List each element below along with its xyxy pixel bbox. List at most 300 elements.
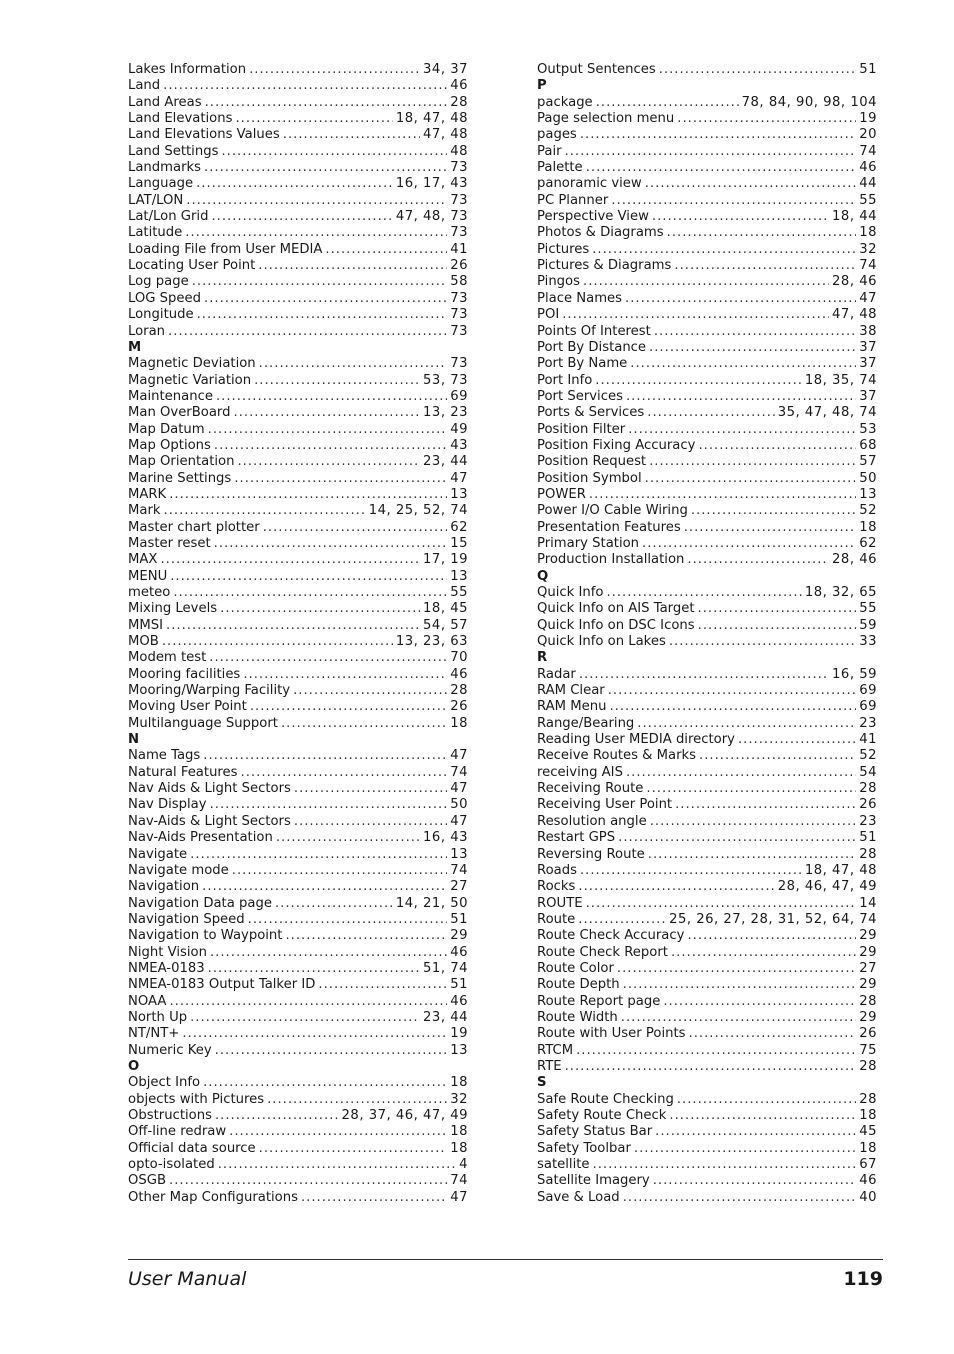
index-letter-heading: P [537, 78, 547, 94]
dot-leader [241, 765, 448, 781]
index-term: Safety Route Check [537, 1108, 667, 1123]
index-entry [128, 307, 468, 323]
index-page-refs: 73 [450, 290, 468, 306]
index-entry [128, 95, 468, 111]
dot-leader [565, 144, 857, 160]
index-entry [128, 78, 468, 94]
index-term: Map Datum [128, 421, 205, 437]
index-entry [537, 634, 877, 650]
index-entry [537, 438, 877, 454]
index-term: Latitude [128, 225, 183, 241]
index-entry [537, 781, 877, 797]
index-term: Mark [128, 503, 161, 519]
dot-leader [674, 258, 856, 274]
index-term: Natural Features [128, 764, 238, 780]
index-page-refs: 47, 48 [832, 307, 877, 323]
index-entry [537, 454, 877, 470]
index-page-refs: 28, 46 [832, 274, 877, 290]
index-page-refs: 73 [450, 323, 468, 339]
index-page-refs: 51 [859, 830, 877, 846]
index-entry [537, 994, 877, 1010]
dot-leader [687, 928, 856, 944]
index-page-refs: 35, 47, 48, 74 [777, 405, 877, 421]
index-page-refs: 52 [859, 503, 877, 519]
index-page-refs: 50 [859, 470, 877, 486]
index-term: Master reset [128, 535, 211, 551]
index-entry [128, 765, 468, 781]
dot-leader [168, 324, 447, 340]
index-term: Route Report page [537, 993, 661, 1009]
index-entry [128, 471, 468, 487]
index-page-refs: 13, 23 [423, 405, 468, 421]
index-term: Production Installation [537, 552, 685, 568]
index-page-refs: 73 [450, 225, 468, 241]
index-term: Receiving Route [537, 781, 644, 797]
index-entry [537, 1141, 877, 1157]
index-term: Pingos [537, 274, 580, 290]
index-term: Position Fixing Accuracy [537, 437, 696, 453]
index-entry [537, 127, 877, 143]
dot-leader [220, 601, 420, 617]
dot-leader [738, 732, 856, 748]
dot-leader [606, 585, 801, 601]
dot-leader [653, 1173, 856, 1189]
index-page-refs: 59 [859, 617, 877, 633]
index-term: OSGB [128, 1173, 167, 1189]
index-term: Pair [537, 143, 562, 159]
index-term: Route with User Points [537, 1026, 686, 1042]
dot-leader [234, 405, 421, 421]
index-entry [128, 781, 468, 797]
index-entry [128, 389, 468, 405]
index-term: Port By Distance [537, 339, 647, 355]
index-page-refs: 13 [450, 568, 468, 584]
index-page-refs: 18, 47, 48 [804, 862, 877, 878]
index-page-refs: 23 [859, 813, 877, 829]
dot-leader [293, 683, 447, 699]
index-page-refs: 34, 37 [423, 62, 468, 77]
dot-leader [160, 552, 420, 568]
dot-leader [208, 422, 448, 438]
index-term: Quick Info on Lakes [537, 634, 666, 650]
index-page-refs: 75 [859, 1042, 877, 1058]
index-entry [128, 520, 468, 536]
index-page-refs: 27 [859, 960, 877, 976]
index-term: Photos & Diagrams [537, 225, 664, 241]
index-entry [128, 797, 468, 813]
index-term: Official data source [128, 1140, 256, 1156]
index-term: Quick Info [537, 585, 604, 600]
dot-leader [294, 781, 447, 797]
index-entry [128, 62, 468, 78]
index-page-refs: 32 [450, 1091, 468, 1107]
dot-leader [197, 307, 448, 323]
index-page-refs: 28 [450, 683, 468, 699]
index-term: Magnetic Deviation [128, 356, 256, 372]
index-page-refs: 26 [859, 797, 877, 813]
index-page-refs: 27 [450, 879, 468, 895]
dot-leader [248, 912, 448, 928]
index-page-refs: 62 [859, 535, 877, 551]
index-page-refs: 18 [859, 225, 877, 241]
index-entry [128, 111, 468, 127]
index-term: Obstructions [128, 1108, 212, 1123]
index-term: Reading User MEDIA directory [537, 732, 735, 748]
index-entry [537, 405, 877, 421]
dot-leader [647, 405, 774, 421]
index-entry [537, 683, 877, 699]
index-term: Route Depth [537, 977, 620, 993]
dot-leader [218, 1157, 456, 1173]
dot-leader [164, 503, 366, 519]
index-page-refs: 28 [859, 846, 877, 862]
dot-leader [671, 945, 856, 961]
index-term: opto-isolated [128, 1157, 215, 1173]
dot-leader [186, 193, 447, 209]
dot-leader [659, 62, 856, 78]
dot-leader [618, 830, 856, 846]
index-term: RAM Menu [537, 699, 607, 715]
index-entry [128, 1010, 468, 1026]
dot-leader [173, 585, 447, 601]
index-page-refs: 47 [450, 470, 468, 486]
dot-leader [232, 863, 447, 879]
index-page-refs: 29 [859, 944, 877, 960]
index-term: Navigation [128, 879, 200, 895]
index-entry [537, 1026, 877, 1042]
dot-leader [211, 209, 392, 225]
index-entry [537, 716, 877, 732]
index-entry [128, 160, 468, 176]
index-entry [537, 324, 877, 340]
footer-title: User Manual [128, 1268, 247, 1290]
dot-leader [596, 95, 739, 111]
index-entry [537, 977, 877, 993]
dot-leader [562, 307, 829, 323]
index-term: Nav-Aids & Light Sectors [128, 813, 291, 829]
index-letter-heading: N [128, 732, 140, 748]
index-entry [537, 356, 877, 372]
index-entry [128, 438, 468, 454]
index-entry [128, 1190, 468, 1206]
index-entry [128, 1075, 468, 1091]
dot-leader [250, 699, 447, 715]
index-term: Landmarks [128, 160, 202, 176]
index-term: Quick Info on AIS Target [537, 601, 695, 617]
index-term: Safety Status Bar [537, 1124, 653, 1140]
index-entry [537, 111, 877, 127]
dot-leader [637, 716, 856, 732]
dot-leader [576, 1043, 856, 1059]
index-entry [128, 487, 468, 503]
index-page-refs: 23, 44 [423, 454, 468, 470]
index-term: RTCM [537, 1042, 574, 1058]
dot-leader [234, 471, 447, 487]
index-entry [537, 552, 877, 568]
index-entry [128, 193, 468, 209]
index-entry [537, 340, 877, 356]
index-page-refs: 38 [859, 323, 877, 339]
index-entry [128, 127, 468, 143]
dot-leader [263, 520, 448, 536]
index-entry [128, 536, 468, 552]
index-page-refs: 46 [450, 993, 468, 1009]
dot-leader [275, 896, 393, 912]
index-page-refs: 47 [450, 748, 468, 764]
dot-leader [583, 274, 829, 290]
dot-leader [649, 454, 856, 470]
dot-leader [325, 242, 447, 258]
index-entry [537, 258, 877, 274]
index-term: NT/NT+ [128, 1026, 180, 1042]
index-entry [537, 961, 877, 977]
index-page-refs: 29 [859, 977, 877, 993]
index-term: panoramic view [537, 176, 642, 192]
dot-leader [645, 471, 857, 487]
index-entry [128, 1141, 468, 1157]
dot-leader [190, 1010, 420, 1026]
index-column-right [537, 62, 877, 1206]
dot-leader [580, 863, 802, 879]
index-page-refs: 54, 57 [423, 617, 468, 633]
index-page-refs: 18, 32, 65 [804, 585, 877, 600]
index-term: Perspective View [537, 209, 649, 225]
index-page-refs: 15 [450, 535, 468, 551]
index-entry [537, 1108, 877, 1124]
dot-leader [650, 814, 857, 830]
index-entry [128, 896, 468, 912]
index-entry [537, 879, 877, 895]
index-term: Nav-Aids Presentation [128, 830, 273, 846]
index-entry [128, 1043, 468, 1059]
index-term: Route Width [537, 1009, 618, 1025]
index-term: Master chart plotter [128, 519, 260, 535]
index-entry [537, 797, 877, 813]
dot-leader [698, 438, 856, 454]
index-term: Route Color [537, 960, 614, 976]
dot-leader [689, 1026, 857, 1042]
index-entry [128, 176, 468, 192]
index-term: Object Info [128, 1075, 201, 1091]
index-entry [537, 765, 877, 781]
index-term: Page selection menu [537, 111, 675, 127]
index-term: POWER [537, 486, 586, 502]
index-term: Pictures & Diagrams [537, 258, 672, 274]
index-page-refs: 23 [859, 715, 877, 731]
index-term: Magnetic Variation [128, 372, 252, 388]
index-term: MOB [128, 634, 159, 650]
dot-leader [625, 291, 856, 307]
index-entry [537, 1173, 877, 1189]
index-term: package [537, 94, 593, 110]
index-entry [537, 225, 877, 241]
index-entry [537, 1124, 877, 1140]
index-term: Navigation to Waypoint [128, 928, 283, 944]
index-page-refs: 47 [450, 813, 468, 829]
dot-leader [621, 1010, 856, 1026]
dot-leader [249, 62, 420, 78]
index-entry [128, 814, 468, 830]
index-term: ROUTE [537, 895, 583, 911]
dot-leader [281, 716, 447, 732]
index-term: Output Sentences [537, 62, 656, 77]
index-page-refs: 46 [859, 1173, 877, 1189]
index-term: Night Vision [128, 944, 207, 960]
index-entry [128, 209, 468, 225]
index-term: objects with Pictures [128, 1091, 265, 1107]
index-page-refs: 45 [859, 1124, 877, 1140]
dot-leader [617, 961, 856, 977]
dot-leader [170, 569, 447, 585]
index-entry [537, 667, 877, 683]
dot-leader [654, 324, 856, 340]
index-entry [537, 928, 877, 944]
index-term: NOAA [128, 993, 167, 1009]
index-entry [128, 650, 468, 666]
index-entry [128, 569, 468, 585]
index-page-refs: 18, 35, 74 [804, 372, 877, 388]
index-page-refs: 23, 44 [423, 1009, 468, 1025]
index-page-refs: 13 [450, 846, 468, 862]
dot-leader [285, 928, 447, 944]
index-entry [128, 879, 468, 895]
dot-leader [210, 945, 447, 961]
index-letter-heading: R [537, 650, 548, 666]
index-entry [128, 274, 468, 290]
index-entry [128, 585, 468, 601]
index-entry [128, 994, 468, 1010]
dot-leader [276, 830, 420, 846]
dot-leader [586, 160, 857, 176]
index-term: Safe Route Checking [537, 1091, 674, 1107]
index-page-refs: 47, 48, 73 [395, 209, 468, 225]
index-entry [128, 405, 468, 421]
index-term: Mooring/Warping Facility [128, 683, 291, 699]
index-page-refs: 14 [859, 895, 877, 911]
index-entry [128, 1026, 468, 1042]
index-term: Roads [537, 862, 577, 878]
dot-leader [589, 487, 856, 503]
index-term: Multilanguage Support [128, 715, 278, 731]
dot-leader [687, 552, 829, 568]
index-entry [128, 1092, 468, 1108]
index-page-refs: 41 [450, 241, 468, 257]
index-entry [537, 520, 877, 536]
dot-leader [684, 520, 857, 536]
index-term: Safety Toolbar [537, 1140, 631, 1156]
index-page-refs: 51 [450, 977, 468, 993]
dot-leader [630, 356, 856, 372]
index-term: MENU [128, 568, 168, 584]
dot-leader [294, 814, 447, 830]
index-entry [537, 536, 877, 552]
index-letter-heading: Q [537, 568, 549, 584]
dot-leader [190, 847, 447, 863]
dot-leader [163, 78, 447, 94]
index-term: MAX [128, 552, 158, 568]
index-page-refs: 53, 73 [423, 372, 468, 388]
dot-leader [623, 1190, 857, 1206]
index-entry [537, 814, 877, 830]
index-page-refs: 28, 37, 46, 47, 49 [341, 1108, 468, 1123]
dot-leader [204, 160, 447, 176]
index-entry [537, 945, 877, 961]
index-term: Off-line redraw [128, 1124, 227, 1140]
index-page-refs: 16, 17, 43 [395, 176, 468, 192]
index-term: Satellite Imagery [537, 1173, 650, 1189]
index-page-refs: 46 [450, 666, 468, 682]
dot-leader [254, 373, 420, 389]
dot-leader [663, 994, 856, 1010]
index-term: Restart GPS [537, 830, 616, 846]
index-entry [537, 291, 877, 307]
dot-leader [221, 144, 447, 160]
dot-leader [166, 618, 420, 634]
index-page-refs: 14, 25, 52, 74 [368, 503, 468, 519]
index-term: Presentation Features [537, 519, 681, 535]
index-entry [537, 176, 877, 192]
dot-leader [677, 1092, 856, 1108]
index-term: Route Check Accuracy [537, 928, 685, 944]
dot-leader [185, 225, 447, 241]
index-term: receiving AIS [537, 764, 623, 780]
index-term: Locating User Point [128, 258, 256, 274]
index-entry [128, 1124, 468, 1140]
index-page-refs: 69 [859, 699, 877, 715]
dot-leader [169, 1173, 447, 1189]
index-term: Modem test [128, 650, 207, 666]
index-term: Longitude [128, 307, 194, 323]
index-entry [128, 601, 468, 617]
index-page-refs: 32 [859, 241, 877, 257]
index-page-refs: 18, 47, 48 [395, 111, 468, 127]
dot-leader [608, 683, 857, 699]
index-term: Save & Load [537, 1189, 620, 1205]
index-term: Navigate mode [128, 862, 229, 878]
index-term: Navigation Speed [128, 911, 245, 927]
index-entry [537, 601, 877, 617]
index-page-refs: 47 [450, 781, 468, 797]
dot-leader [259, 356, 448, 372]
index-page-refs: 54 [859, 764, 877, 780]
index-term: Port Services [537, 388, 623, 404]
index-term: Port By Name [537, 356, 628, 372]
index-entry [128, 291, 468, 307]
dot-leader [648, 847, 856, 863]
index-term: Marine Settings [128, 470, 232, 486]
index-term: Route Check Report [537, 944, 668, 960]
index-page-refs: 46 [450, 78, 468, 94]
index-entry [128, 961, 468, 977]
index-term: Position Filter [537, 421, 626, 437]
index-entry [537, 160, 877, 176]
index-term: RTE [537, 1058, 562, 1074]
index-entry [128, 977, 468, 993]
index-entry [537, 1190, 877, 1206]
dot-leader [202, 879, 447, 895]
index-entry [537, 274, 877, 290]
index-term: Language [128, 176, 194, 192]
index-page-refs: 28 [859, 993, 877, 1009]
index-page-refs: 18 [450, 1075, 468, 1091]
index-page-refs: 48 [450, 143, 468, 159]
index-page-refs: 28, 46, 47, 49 [777, 879, 877, 895]
index-entry [537, 863, 877, 879]
index-page-refs: 49 [450, 421, 468, 437]
dot-leader [209, 650, 447, 666]
index-term: Position Symbol [537, 470, 642, 486]
index-entry [537, 732, 877, 748]
